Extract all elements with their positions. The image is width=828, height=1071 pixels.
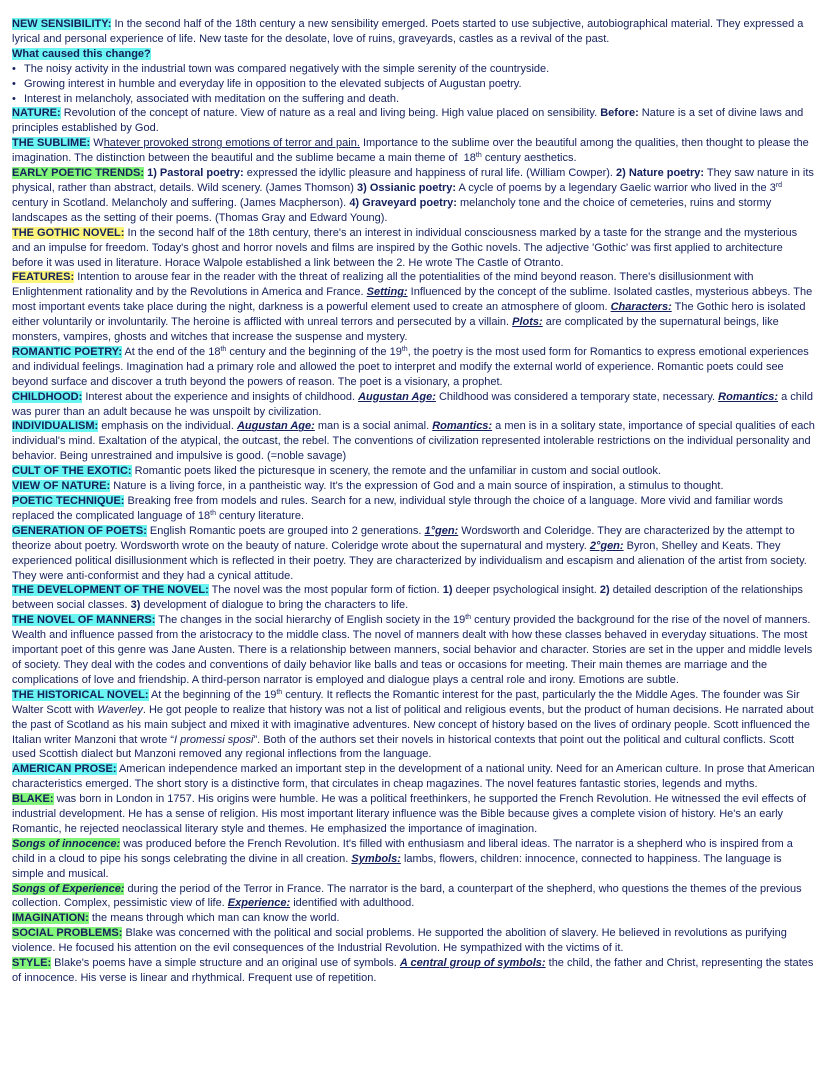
text-nature: Revolution of the concept of nature. View of nature as a real and living being. High value placed on sensibility. (60, 107, 601, 120)
bold-pastoral: 1) Pastoral poetry: (144, 167, 244, 180)
text-historical-novel-2: . He got people to realize that history was not a list of political and religious events, but the product of human decisions. He narrated about the past of Scotland as his main subject and mixed it with imaginative adventures. New concept of history based on the lives of ordinary people. Scott influenced the Italian writer Manzoni that wrote “ (12, 703, 814, 746)
bold-graveyard: 4) Graveyard poetry: (349, 196, 457, 209)
paragraph-view-of-nature (12, 479, 816, 494)
paragraph-songs-of-innocence (12, 837, 816, 882)
text-item: detailed description of the relationships between social classes. (12, 584, 803, 612)
bold-number: 3) (130, 599, 141, 612)
paragraph-individualism (12, 419, 816, 464)
paragraph-social-problems (12, 926, 816, 956)
paragraph-new-sensibility (12, 17, 816, 47)
text-songs-of-experience: during the period of the Terror in France. The narrator is the bard, a counterpart of the shepherd, who questions the themes of the previous collection. Complex, pessimistic view of life. (12, 882, 802, 910)
subheading-romantics: Romantics: (718, 390, 779, 403)
subheading-augustan-age: Augustan Age: (236, 420, 315, 433)
subheading-characters: Characters: (610, 301, 672, 314)
text-pastoral: expressed the idyllic pleasure and happiness of rural life. (William Cowper). (243, 167, 617, 180)
heading-style: STYLE: (12, 957, 52, 970)
subheading-setting: Setting: (366, 286, 408, 299)
subheading-first-gen: 1°gen: (424, 524, 459, 537)
text-songs-of-innocence: was produced before the French Revolution. It's filled with enthusiasm and liberal ideas. The narrator is a shepherd who is inspired from a child in a cloud to pipe his songs celebrating the divine in all creation. (12, 837, 793, 865)
text-plots: are complicated by the supernatural beings, like monsters, vampires, ghosts and witches that increase the suspense and mystery. (12, 316, 779, 344)
paragraph-gothic-novel (12, 226, 816, 271)
text-american-prose: American independence marked an important step in the development of a national unity. Need for an American culture. In prose that American characteristics emerged. The short story is a distinctive form, that circulates in cheap magazines. The novel features fantastic stories, legends and myths. (12, 763, 815, 791)
heading-individualism: INDIVIDUALISM: (12, 420, 99, 433)
text-central-symbols: the child, the father and Christ, representing the states of innocence. His verse is linear and rhythmical. Frequent use of repetition. (12, 957, 814, 984)
heading-social-problems: SOCIAL PROBLEMS: (12, 927, 123, 940)
underlined-sublime-definition: hatever provoked strong emotions of terror and pain. (103, 137, 360, 150)
text-childhood: Interest about the experience and insights of childhood. (82, 390, 359, 403)
text-historical-novel-3: ”. Both of the authors set their novels in historical contexts that point out the political and cultural conflicts. Scott used Scottish dialect but Manzoni removed any regional inflections from the language. (12, 733, 795, 761)
heading-songs-of-experience: Songs of Experience: (12, 882, 125, 895)
heading-imagination: IMAGINATION: (12, 912, 89, 925)
title-promessi-sposi: I promessi sposi (174, 733, 254, 746)
text-item: development of dialogue to bring the characters to life. (140, 599, 409, 612)
text-poetic-technique: Breaking free from models and rules. Search for a new, individual style through the choice of a language. More vivid and familiar words replaced the complicated language of 18th century literature. (12, 495, 783, 522)
text-nature-poetry: They saw nature in its physical, rather than abstract, details. Wild scenery. (James Thomson) (12, 167, 814, 194)
heading-development-novel: THE DEVELOPMENT OF THE NOVEL: (12, 584, 209, 597)
text-sublime: Importance to the sublime over the beautiful among the qualities, then thought to please the imagination. The distinction between the beautiful and the sublime became a main theme of 18th century aesthetics. (12, 137, 809, 165)
paragraph-childhood (12, 390, 816, 420)
text-features: Intention to arouse fear in the reader with the threat of realizing all the potentialities of the mind beyond reason. There's disillusionment with Enlightenment rationality and by the Revolutions in America and France. (12, 271, 754, 299)
heading-new-sensibility: NEW SENSIBILITY: (12, 18, 112, 30)
heading-sublime: THE SUBLIME: (12, 137, 91, 150)
text-augustan-age: Childhood was considered a temporary state, necessary. (435, 390, 719, 403)
paragraph-poetic-technique (12, 494, 816, 524)
heading-view-of-nature: VIEW OF NATURE: (12, 480, 111, 493)
heading-songs-of-innocence: Songs of innocence: (12, 837, 121, 850)
text-view-of-nature: Nature is a living force, in a pantheistic way. It's the expression of God and a main source of inspiration, a stimulus to thought. (110, 480, 724, 493)
bold-ossianic: 3) Ossianic poetry: (357, 181, 457, 194)
subheading-romantics: Romantics: (432, 420, 493, 433)
paragraph-what-caused (12, 47, 816, 62)
title-waverley: Waverley (97, 703, 143, 716)
bold-number: 1) (442, 584, 453, 597)
paragraph-imagination (12, 911, 816, 926)
heading-american-prose: AMERICAN PROSE: (12, 763, 117, 776)
text-second-gen: Byron, Shelley and Keats. They experienced political disillusionment which is reflected in their poetry. They are characterized by individualism and escapism and alienation of the artist from society. They were anti-conformist and they had a cynical attitude. (12, 539, 807, 582)
text-first-gen: Wordsworth and Coleridge. They are characterized by the attempt to theorize about poetry. Wordsworth wrote on the beauty of nature. Coleridge wrote about the supernatural and mystery. (12, 524, 795, 552)
paragraph-cult-exotic (12, 464, 816, 479)
list-item: • The noisy activity in the industrial town was compared negatively with the simple serenity of the countryside. (12, 62, 816, 77)
text-romantics: a men is in a solitary state, importance of special qualities of each individual's mind. Exaltation of the atypical, the outcast, the rebel. The conventions of civilization represented intolerable restrictions on the individual personality and behavior. Being unrestrained and impulsive is good. (=noble savage) (12, 420, 815, 463)
bullet-list (12, 62, 816, 107)
text-new-sensibility: In the second half of the 18th century a new sensibility emerged. Poets started to use subjective, autobiographical material. They expressed a lyrical and personal experience of life. New taste for the desolate, love of ruins, graveyards, castles as a revival of the past. (12, 18, 804, 45)
heading-features: FEATURES: (12, 271, 75, 284)
text-novel-of-manners: The changes in the social hierarchy of English society in the 19th century provided the background for the rise of the novel of manners. Wealth and influence passed from the aristocracy to the middle class. The novel of manners dealt with how these classes behaved in everyday situations. The most important poet of this genre was Jane Austen. There is a relationship between manners, social behavior and character. Stories are set in the upper and middle levels of society. They deal with the codes and conventions of daily behavior like balls and teas or occasions for meeting. Their main themes are marriage and the complications of love and friendship. A third-person narrator is employed and dialogue plays a central role and irony. Emotions are subtle. (12, 614, 813, 686)
heading-blake: BLAKE: (12, 793, 54, 806)
list-item: • Growing interest in humble and everyday life in opposition to the elevated subjects of Augustan poetry. (12, 77, 816, 92)
text-characters: The Gothic hero is isolated either voluntarily or involuntarily. The heroine is afflicted with unreal terrors and persecuted by a villain. (12, 301, 806, 329)
subheading-augustan-age: Augustan Age: (358, 390, 436, 403)
text-individualism: emphasis on the individual. (98, 420, 237, 433)
heading-generation-of-poets: GENERATION OF POETS: (12, 524, 147, 537)
subheading-experience: Experience: (227, 897, 291, 910)
text-ossianic: A cycle of poems by a legendary Gaelic warrior who lived in the 3rd century in Scotland. Melancholy and suffering. (James Macpherson). (12, 181, 783, 209)
list-item: • Interest in melancholy, associated with meditation on the suffering and death. (12, 92, 816, 107)
text-graveyard: melancholy tone and the choice of cemeteries, ruins and stormy landscapes as the setting of their poems. (Thomas Gray and Edward Young). (12, 196, 772, 224)
paragraph-romantic-poetry (12, 345, 816, 390)
paragraph-sublime (12, 136, 816, 166)
text-romantic-poetry: At the end of the 18th century and the beginning of the 19th, the poetry is the most used form for Romantics to express emotional experiences and individual feelings. Imagination had a primary role and allowed the poet to interpret and modify the external world of experience. Romantic poets could see beyond surface and discover a truth beyond the powers of reason. The poet is a visionary, a prophet. (12, 345, 809, 388)
text-augustan-age: man is a social animal. (314, 420, 433, 433)
text-blake: was born in London in 1757. His origins were humble. He was a political freethinkers, he supported the French Revolution. He witnessed the evil effects of industrial development. He has a sense of religion. His most important literary influence was the Bible because gives a complete vision of history. He's an early Romantic, he rejected neoclassical literary style and themes. He emphasized the importance of imagination. (12, 793, 807, 835)
paragraph-generation-of-poets (12, 524, 816, 584)
paragraph-novel-of-manners (12, 613, 816, 688)
text-imagination: the means through which man can know the world. (88, 912, 340, 925)
text-nature-2: Nature is a set of divine laws and principles established by God. (12, 107, 804, 135)
subheading-central-symbols: A central group of symbols: (399, 957, 546, 970)
paragraph-early-poetic-trends (12, 166, 816, 226)
paragraph-blake (12, 792, 816, 837)
text-social-problems: Blake was concerned with the political and social problems. He supported the abolition of slavery. He believed in revolutions as purifying violence. He focused his attention on the evil consequences of the Industrial Revolution. He sympathized with the victims of it. (12, 927, 787, 955)
subheading-second-gen: 2°gen: (589, 539, 624, 552)
heading-poetic-technique: POETIC TECHNIQUE: (12, 495, 125, 507)
text-cult-exotic: Romantic poets liked the picturesque in scenery, the remote and the unfamiliar in custom and social outlook. (131, 465, 661, 478)
text-style: Blake's poems have a simple structure and an original use of symbols. (51, 957, 400, 970)
text-symbols: lambs, flowers, children: innocence, connected to happiness. The language is simple and musical. (12, 852, 782, 880)
subheading-symbols: Symbols: (351, 852, 401, 865)
heading-historical-novel: THE HISTORICAL NOVEL: (12, 688, 149, 701)
bold-nature-poetry: 2) Nature poetry: (616, 167, 705, 180)
text-gothic-novel: In the second half of the 18th century, there's an interest in individual consciousness marked by a taste for the strange and the mysterious and an impulse for freedom. Today's ghost and horror novels and films are inspired by the Gothic novels. The adjective 'Gothic' was first applied to architecture before it was used in literature. Horace Walpole established a link between the 2. He wrote The Castle of Otranto. (12, 226, 798, 269)
bold-number: 2) (599, 584, 610, 597)
text-generation-of-poets: English Romantic poets are grouped into 2 generations. (146, 524, 425, 537)
heading-novel-of-manners: THE NOVEL OF MANNERS: (12, 614, 156, 627)
text-item: deeper psychological insight. (452, 584, 600, 597)
bold-before: Before: (600, 107, 639, 120)
heading-gothic-novel: THE GOTHIC NOVEL: (12, 226, 125, 239)
heading-nature: NATURE: (12, 107, 61, 120)
text-sublime-w: W (90, 137, 104, 150)
paragraph-nature (12, 106, 816, 136)
text-experience: identified with adulthood. (290, 897, 415, 910)
heading-what-caused: What caused this change? (12, 47, 151, 60)
subheading-plots: Plots: (512, 316, 543, 329)
heading-cult-exotic: CULT OF THE EXOTIC: (12, 465, 132, 478)
text-setting: Influenced by the concept of the sublime. Isolated castles, mysterious abbeys. The most important events take place during the night, darkness is a powerful element used to create an atmosphere of gloom. (12, 286, 813, 314)
heading-romantic-poetry: ROMANTIC POETRY: (12, 345, 122, 358)
text-development-novel: The novel was the most popular form of fiction. (208, 584, 443, 597)
text-historical-novel: At the beginning of the 19th century. It reflects the Romantic interest for the past, particularly the the Middle Ages. The founder was Sir Walter Scott with (12, 688, 800, 716)
paragraph-style (12, 956, 816, 986)
heading-childhood: CHILDHOOD: (12, 390, 83, 403)
paragraph-songs-of-experience (12, 882, 816, 912)
paragraph-historical-novel (12, 688, 816, 763)
heading-early-poetic-trends: EARLY POETIC TRENDS: (12, 167, 145, 180)
paragraph-features (12, 270, 816, 345)
text-romantics: a child was purer than an adult because he was unspoilt by civilization. (12, 390, 813, 418)
paragraph-development-novel (12, 583, 816, 613)
paragraph-american-prose (12, 762, 816, 792)
